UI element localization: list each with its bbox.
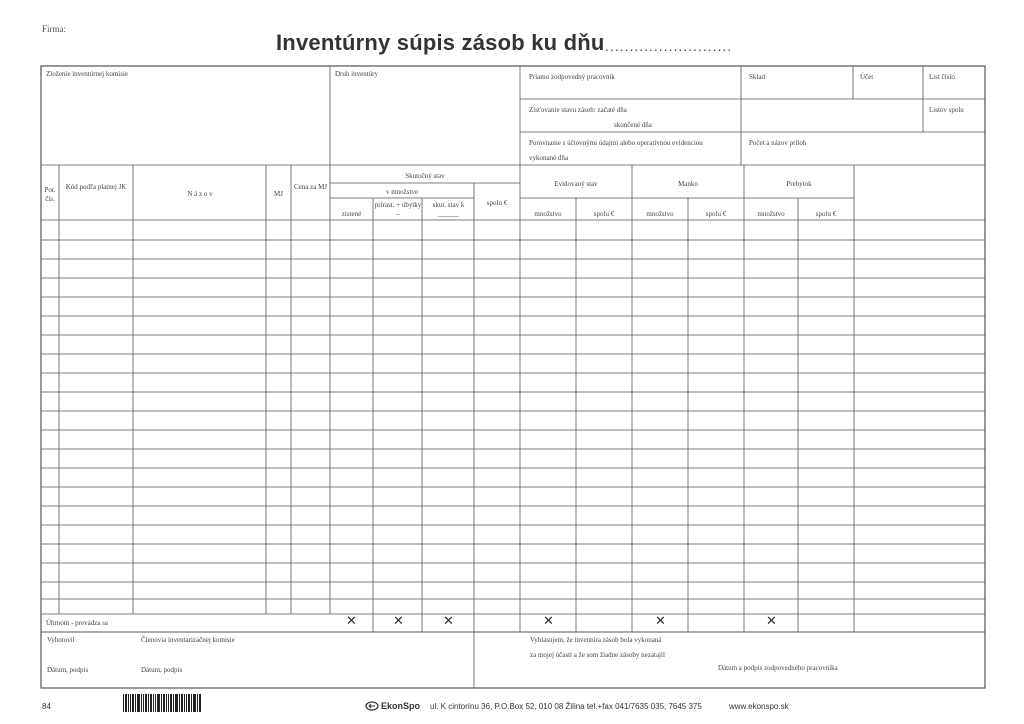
listov-spolu-label: Listov spolu: [929, 106, 964, 114]
cross-mark-prebytok: ✕: [766, 614, 777, 629]
col-v-mnozstve: v množstve: [385, 188, 419, 196]
brand-name: EkonSpo: [381, 701, 421, 711]
footer-address: ul. K cintorínu 36, P.O.Box 52, 010 08 Žilina tel.+fax 041/7635 035, 7645 375: [430, 702, 702, 711]
komisia-label: Zloženie inventúrnej komisie: [46, 70, 129, 78]
col-kod: Kód podľa platnej JK: [65, 183, 127, 191]
form-title: Inventúrny súpis zásob ku dňu: [276, 30, 605, 55]
zistovanie-label: Zisťovanie stavu zásob: začaté dňa: [529, 106, 627, 114]
list-cislo-label: List číslo: [929, 73, 955, 81]
vykonane-label: vykonané dňa: [529, 154, 569, 162]
cross-mark-evidovany: ✕: [543, 614, 554, 629]
sklad-label: Sklad: [749, 73, 765, 81]
col-evidovany: Evidovaný stav: [554, 180, 598, 188]
firma-label: Firma:: [42, 24, 66, 34]
datum-podpis-clenovia: Dátum, podpis: [141, 666, 183, 674]
col-pb-mnozstvo: množstvo: [757, 210, 785, 218]
prilohy-label: Počet a názov príloh: [749, 139, 807, 147]
druh-inventury-label: Druh inventúry: [335, 70, 378, 78]
col-mk-mnozstvo: množstvo: [646, 210, 674, 218]
cross-mark-zistene: ✕: [346, 614, 357, 629]
ucet-label: Účet: [860, 73, 874, 81]
cross-mark-manko: ✕: [655, 614, 666, 629]
col-spolu-eur: spolu €: [486, 199, 508, 207]
datum-zodpovedny-label: Dátum a podpis zodpovedného pracovníka: [718, 664, 838, 672]
col-por-cis: Por. čís.: [44, 186, 56, 203]
zodpovedny-label: Priamo zodpovedný pracovník: [529, 73, 615, 81]
col-zistene: zistené: [341, 210, 362, 218]
title-date-blank[interactable]: ..........................: [605, 38, 733, 54]
barcode-icon: [123, 694, 203, 712]
col-skutocny-stav: Skutočný stav: [405, 172, 445, 180]
col-prirast: prírast. + úbytky –: [374, 201, 422, 218]
vyhlasenie-line1: Vyhlasujem, že inventúra zásob bola vykonaná: [530, 636, 662, 644]
col-skut-stav: skut. stav k ______: [432, 201, 465, 218]
clenovia-label: Členovia inventarizačnej komisie: [141, 636, 235, 644]
col-mk-spolu: spolu €: [705, 210, 727, 218]
form-number: 84: [42, 702, 51, 711]
col-ev-spolu: spolu €: [593, 210, 615, 218]
col-nazov: N á z o v: [187, 190, 213, 198]
cross-mark-skut: ✕: [443, 614, 454, 629]
skoncene-label: skončené dňa: [614, 121, 652, 129]
footer-web[interactable]: www.ekonspo.sk: [729, 702, 789, 711]
col-pb-spolu: spolu €: [815, 210, 837, 218]
col-ev-mnozstvo: množstvo: [534, 210, 562, 218]
vyhlasenie-line2: za mojej účasti a že som žiadne zásoby nezatajil: [530, 651, 665, 659]
uhrnom-label: Úhrnom - prevádza sa: [46, 619, 109, 627]
ekonspo-logo-icon: [365, 701, 379, 711]
cross-mark-prirast: ✕: [393, 614, 404, 629]
datum-podpis-vyhotovil: Dátum, podpis: [47, 666, 89, 674]
vyhotovil-label: Vyhotovil: [47, 636, 75, 644]
col-prebytok: Prebytok: [786, 180, 812, 188]
porovnanie-label: Porovnanie s účtovnými údajmi alebo operatívnou evidenciou: [529, 139, 703, 147]
col-cena: Cena za MJ: [293, 183, 328, 191]
col-mj: MJ: [274, 190, 283, 198]
col-manko: Manko: [678, 180, 698, 188]
